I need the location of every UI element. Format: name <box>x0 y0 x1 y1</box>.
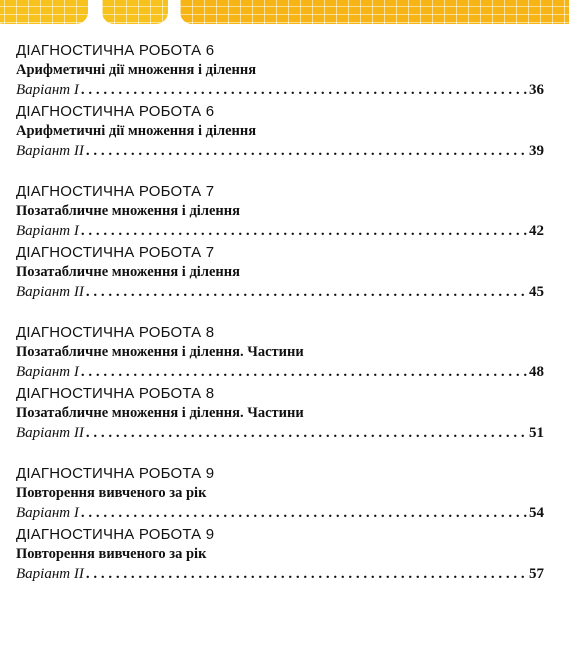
entry-variant-line <box>16 282 544 303</box>
entry-variant-line <box>16 423 544 444</box>
toc-group-9 <box>16 463 544 585</box>
dot-leader <box>81 80 527 101</box>
entry-variant-line <box>16 362 544 383</box>
entry-page-number: 36 <box>529 82 544 98</box>
decorative-header <box>0 0 569 30</box>
header-tab-middle <box>100 0 170 26</box>
entry-subtitle: Повторення вивченого за рік <box>16 546 207 562</box>
entry-title: ДІАГНОСТИЧНА РОБОТА 8 <box>16 385 215 402</box>
entry-variant-line <box>16 564 544 585</box>
toc-entry[interactable] <box>16 181 544 242</box>
entry-variant-line <box>16 141 544 162</box>
toc-entry[interactable] <box>16 383 544 444</box>
entry-subtitle: Позатабличне множення і ділення <box>16 203 240 219</box>
entry-subtitle: Позатабличне множення і ділення. Частини <box>16 405 304 421</box>
entry-title: ДІАГНОСТИЧНА РОБОТА 7 <box>16 183 215 200</box>
entry-subtitle: Арифметичні дії множення і ділення <box>16 123 257 139</box>
dot-leader <box>86 282 527 303</box>
dot-leader <box>81 503 527 524</box>
entry-variant: Варіант ІІ <box>16 143 84 159</box>
entry-page-number: 39 <box>529 143 544 159</box>
entry-subtitle: Арифметичні дії множення і ділення <box>16 62 257 78</box>
entry-title: ДІАГНОСТИЧНА РОБОТА 9 <box>16 526 215 543</box>
toc-group-7 <box>16 181 544 303</box>
entry-page-number: 54 <box>529 505 544 521</box>
entry-variant: Варіант ІІ <box>16 284 84 300</box>
toc-group-8 <box>16 322 544 444</box>
entry-page-number: 45 <box>529 284 544 300</box>
entry-page-number: 48 <box>529 364 544 380</box>
entry-variant: Варіант І <box>16 364 79 380</box>
entry-title: ДІАГНОСТИЧНА РОБОТА 8 <box>16 324 215 341</box>
dot-leader <box>86 141 527 162</box>
dot-leader <box>81 221 527 242</box>
header-tab-right <box>178 0 569 26</box>
toc-entry[interactable] <box>16 101 544 162</box>
table-of-contents <box>16 40 544 604</box>
toc-entry[interactable] <box>16 40 544 101</box>
toc-entry[interactable] <box>16 463 544 524</box>
dot-leader <box>86 564 527 585</box>
entry-subtitle: Позатабличне множення і ділення. Частини <box>16 344 304 360</box>
entry-page-number: 42 <box>529 223 544 239</box>
entry-page-number: 51 <box>529 425 544 441</box>
toc-entry[interactable] <box>16 242 544 303</box>
toc-entry[interactable] <box>16 524 544 585</box>
entry-variant: Варіант ІІ <box>16 425 84 441</box>
entry-variant: Варіант ІІ <box>16 566 84 582</box>
entry-subtitle: Позатабличне множення і ділення <box>16 264 240 280</box>
entry-title: ДІАГНОСТИЧНА РОБОТА 6 <box>16 42 215 59</box>
entry-variant: Варіант І <box>16 223 79 239</box>
toc-entry[interactable] <box>16 322 544 383</box>
header-tab-left <box>0 0 90 26</box>
dot-leader <box>86 423 527 444</box>
entry-subtitle: Повторення вивченого за рік <box>16 485 207 501</box>
entry-variant: Варіант І <box>16 82 79 98</box>
entry-page-number: 57 <box>529 566 544 582</box>
dot-leader <box>81 362 527 383</box>
entry-variant-line <box>16 80 544 101</box>
entry-title: ДІАГНОСТИЧНА РОБОТА 6 <box>16 103 215 120</box>
entry-title: ДІАГНОСТИЧНА РОБОТА 9 <box>16 465 215 482</box>
entry-variant: Варіант І <box>16 505 79 521</box>
entry-variant-line <box>16 221 544 242</box>
entry-title: ДІАГНОСТИЧНА РОБОТА 7 <box>16 244 215 261</box>
toc-group-6 <box>16 40 544 162</box>
entry-variant-line <box>16 503 544 524</box>
